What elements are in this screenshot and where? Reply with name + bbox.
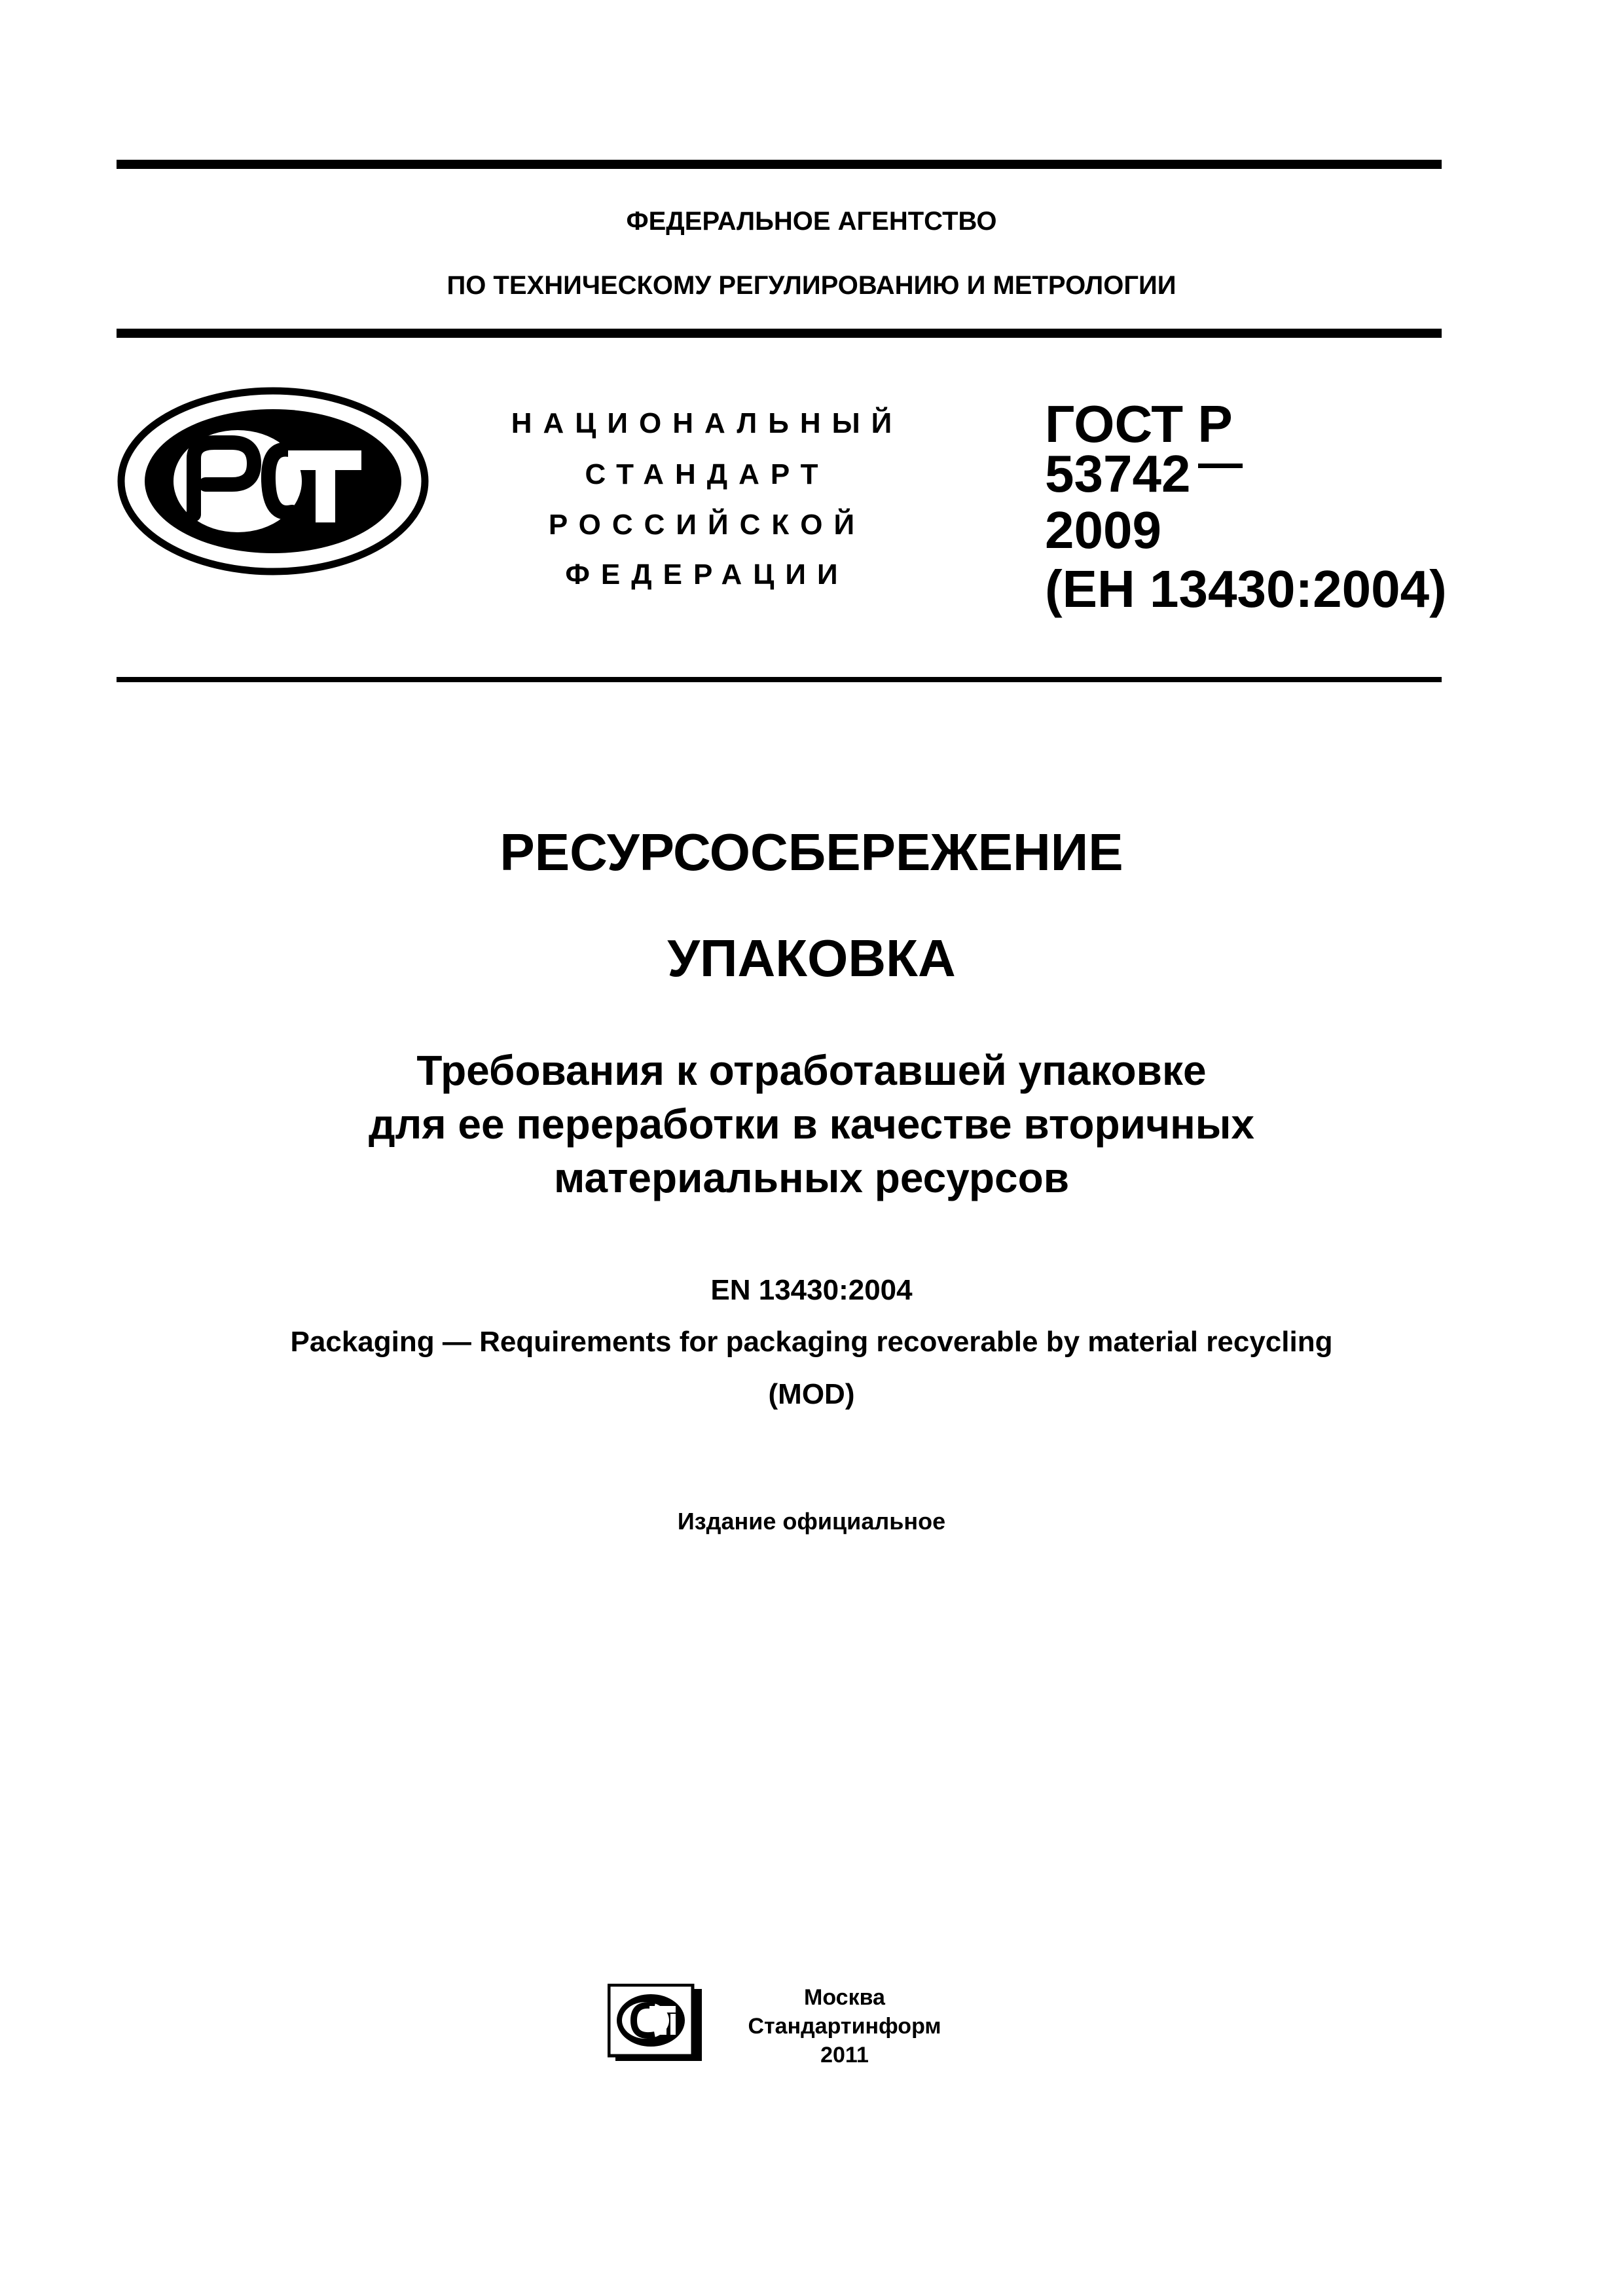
- header-bottom-rule: [117, 329, 1442, 338]
- sti-logo: [608, 1984, 706, 2066]
- standard-block-rule: [117, 677, 1442, 682]
- top-rule: [117, 160, 1442, 169]
- en-title: Packaging — Requirements for packaging recoverable by material recycling: [290, 1326, 1333, 1358]
- edition-label: Издание официальное: [677, 1508, 946, 1535]
- agency-line-1: ФЕДЕРАЛЬНОЕ АГЕНТСТВО: [626, 207, 997, 236]
- gost-line-2: 53742: [1045, 445, 1191, 503]
- publisher-city: Москва: [804, 1985, 885, 2010]
- en-code: EN 13430:2004: [710, 1274, 913, 1306]
- national-line-2: СТАНДАРТ: [585, 458, 830, 490]
- description-line-1: Требования к отработавшей упаковке: [416, 1047, 1207, 1094]
- rst-logo: [117, 386, 429, 576]
- publisher-year: 2011: [820, 2043, 869, 2068]
- publisher-name: Стандартинформ: [748, 2014, 941, 2039]
- en-mod: (MOD): [768, 1378, 855, 1410]
- description-line-3: материальных ресурсов: [553, 1154, 1070, 1201]
- gost-line-4: (ЕН 13430:2004): [1045, 560, 1447, 618]
- sub-title: УПАКОВКА: [667, 929, 956, 987]
- gost-line-3: 2009: [1045, 501, 1161, 559]
- national-line-1: НАЦИОНАЛЬНЫЙ: [511, 407, 903, 439]
- gost-dash: [1198, 464, 1243, 468]
- gost-line-1: ГОСТ Р: [1045, 395, 1233, 453]
- national-line-4: ФЕДЕРАЦИИ: [565, 558, 849, 591]
- agency-line-2: ПО ТЕХНИЧЕСКОМУ РЕГУЛИРОВАНИЮ И МЕТРОЛОГИИ: [447, 271, 1176, 300]
- national-line-3: РОССИЙСКОЙ: [548, 509, 866, 541]
- description-line-2: для ее переработки в качестве вторичных: [369, 1101, 1254, 1148]
- main-title: РЕСУРСОСБЕРЕЖЕНИЕ: [500, 823, 1123, 881]
